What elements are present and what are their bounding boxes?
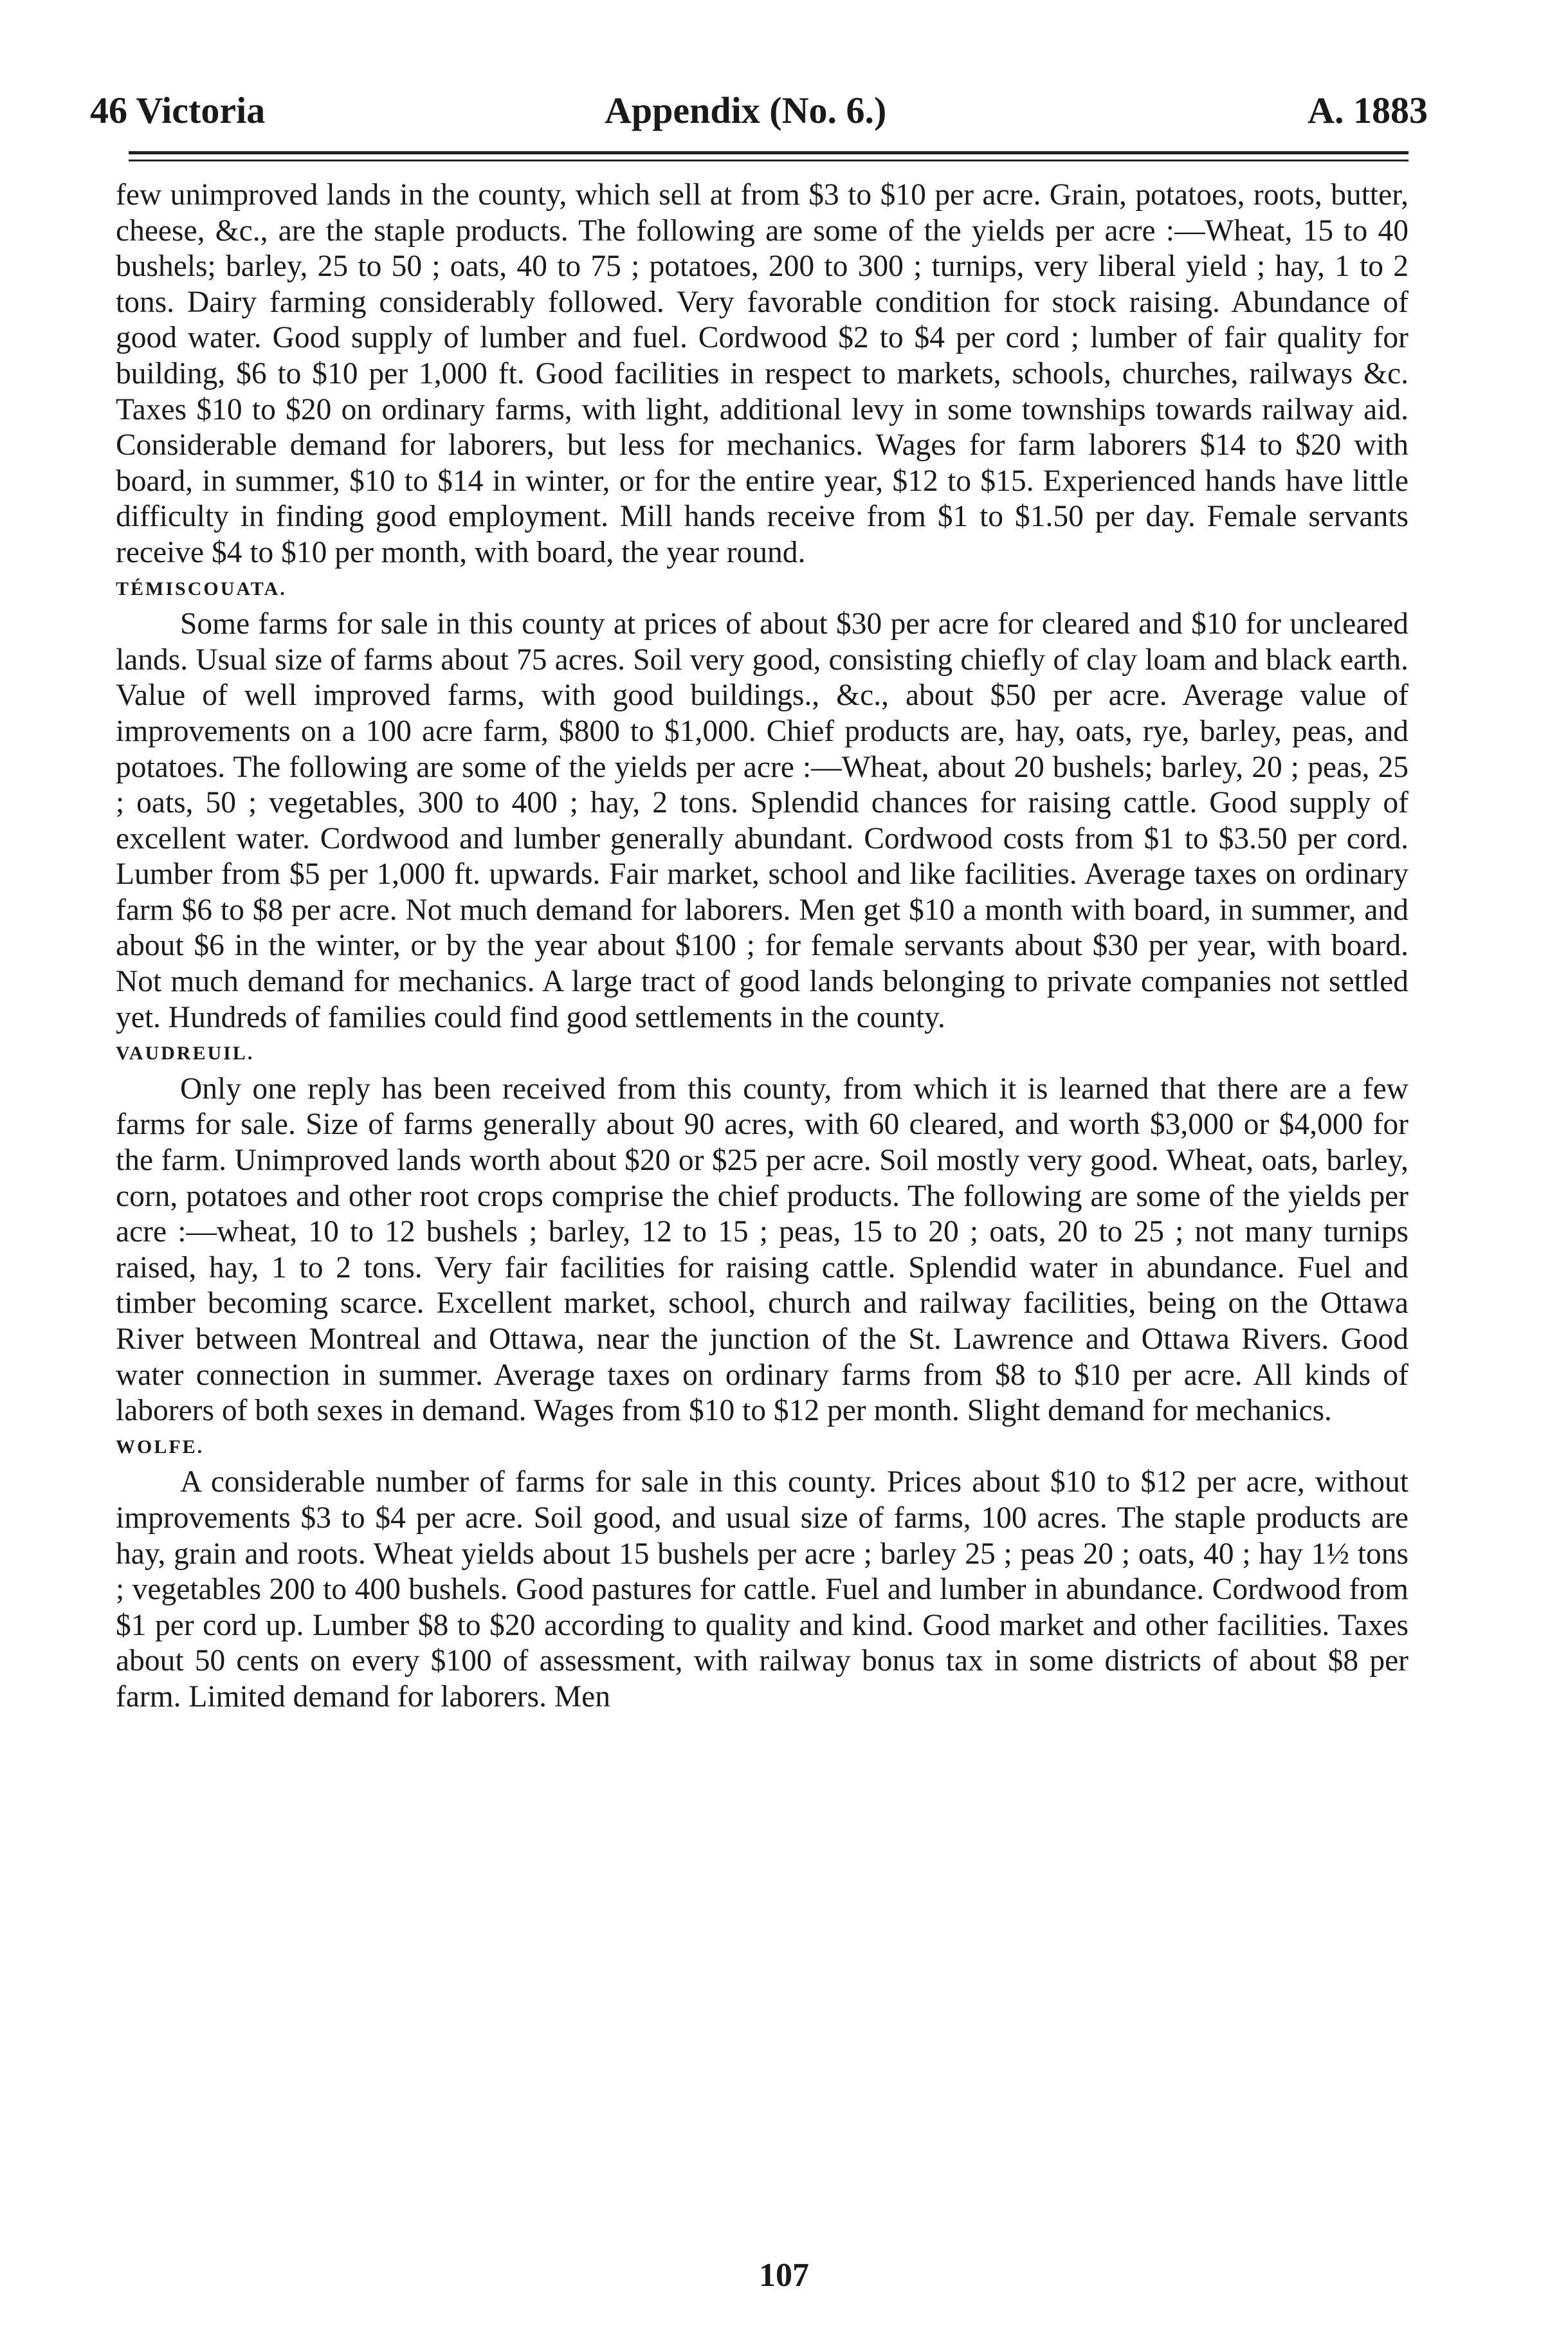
header-appendix: Appendix (No. 6.) (605, 89, 887, 131)
header-rule-thin (129, 160, 1408, 161)
page-number: 107 (759, 2257, 809, 2294)
running-header (90, 89, 1428, 147)
section-text-temiscouata: Some farms for sale in this county at prices of about $30 per acre for cleared and $10 for uncleared lands. Usual size of farms about 75 acres. Soil very good, consisting chiefly of clay loam and black earth. Value of well improved farms, with good buildings., &c., about $50 per acre. Average value of improvements on a 100 acre farm, $800 to $1,000. Chief products are, hay, oats, rye, barley, peas, and potatoes. The following are some of the yields per acre :—Wheat, about 20 bushels; barley, 20 ; peas, 25 ; oats, 50 ; vegetables, 300 to 400 ; hay, 2 tons. Splendid chances for raising cattle. Good supply of excellent water. Cordwood and lumber generally abundant. Cordwood costs from $1 to $3.50 per cord. Lumber from $5 per 1,000 ft. upwards. Fair market, school and like facilities. Average taxes on ordinary farm $6 to $8 per acre. Not much demand for laborers. Men get $10 a month with board, in summer, and about $6 in the winter, or by the year about $100 ; for female servants about $30 per year, with board. Not much demand for mechanics. A large tract of good lands belonging to private companies not settled yet. Hundreds of families could find good settlements in the county. (116, 607, 1408, 1034)
header-year: A. 1883 (1308, 89, 1428, 131)
section-text-vaudreuil: Only one reply has been received from this county, from which it is learned that there are a few farms for sale. Size of farms generally about 90 acres, with 60 cleared, and worth $3,000 or $4,000 for the farm. Unimproved lands worth about $20 or $25 per acre. Soil mostly very good. Wheat, oats, barley, corn, potatoes and other root crops comprise the chief products. The following are some of the yields per acre :—wheat, 10 to 12 bushels ; barley, 12 to 15 ; peas, 15 to 20 ; oats, 20 to 25 ; not many turnips raised, hay, 1 to 2 tons. Very fair facilities for raising cattle. Splendid water in abundance. Fuel and timber becoming scarce. Excellent market, school, church and railway facilities, being on the Ottawa River between Montreal and Ottawa, near the junction of the St. Lawrence and Ottawa Rivers. Good water connection in summer. Average taxes on ordinary farms from $8 to $10 per acre. All kinds of laborers of both sexes in demand. Wages from $10 to $12 per month. Slight demand for mechanics. (116, 1072, 1408, 1428)
section-title-vaudreuil: VAUDREUIL. (116, 1043, 255, 1065)
section-text-wolfe: A considerable number of farms for sale in this county. Prices about $10 to $12 per acre, without improvements $3 to $4 per acre. Soil good, and usual size of farms, 100 acres. The staple products are hay, grain and roots. Wheat yields about 15 bushels per acre ; barley 25 ; peas 20 ; oats, 40 ; hay 1½ tons ; vegetables 200 to 400 bushels. Good pastures for cattle. Fuel and lumber in abundance. Cordwood from $1 per cord up. Lumber $8 to $20 according to quality and kind. Good market and other facilities. Taxes about 50 cents on every $100 of assessment, with railway bonus tax in some districts of about $8 per farm. Limited demand for laborers. Men (116, 1465, 1408, 1714)
section-title-temiscouata: TÉMISCOUATA. (116, 578, 287, 599)
intro-paragraph: few unimproved lands in the county, which sell at from $3 to $10 per acre. Grain, potatoes, roots, butter, cheese, &c., are the staple products. The following are some of the yields per acre :—Wheat, 15 to 40 bushels; barley, 25 to 50 ; oats, 40 to 75 ; potatoes, 200 to 300 ; turnips, very liberal yield ; hay, 1 to 2 tons. Dairy farming considerably followed. Very favorable condition for stock raising. Abundance of good water. Good supply of lumber and fuel. Cordwood $2 to $4 per cord ; lumber of fair quality for building, $6 to $10 per 1,000 ft. Good facilities in respect to markets, schools, churches, railways &c. Taxes $10 to $20 on ordinary farms, with light, additional levy in some townships towards railway aid. Considerable demand for laborers, but less for mechanics. Wages for farm laborers $14 to $20 with board, in summer, $10 to $14 in winter, or for the entire year, $12 to $15. Experienced hands have little difficulty in finding good employment. Mill hands receive from $1 to $1.50 per day. Female servants receive $4 to $10 per month, with board, the year round. (116, 178, 1408, 569)
body-text (116, 178, 1408, 1715)
header-session: 46 Victoria (90, 89, 266, 131)
header-rule-thick (129, 151, 1408, 154)
section-title-wolfe: WOLFE. (116, 1436, 205, 1458)
